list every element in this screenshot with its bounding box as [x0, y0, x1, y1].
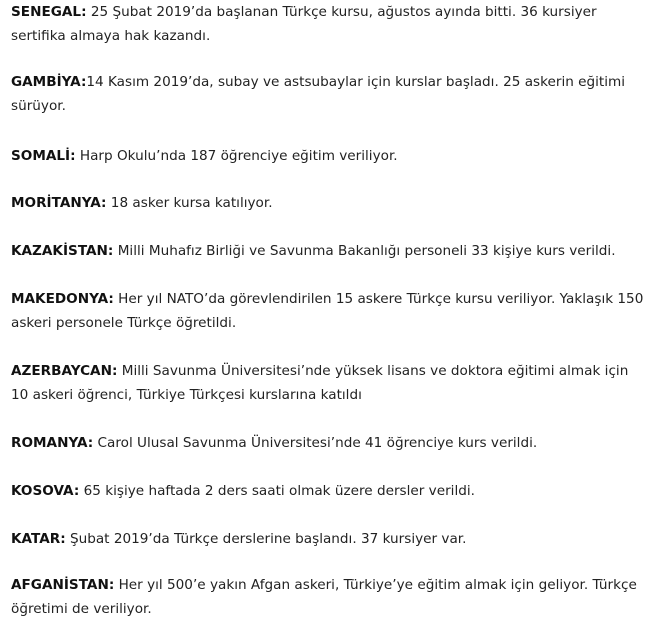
entry-romanya: [11, 431, 645, 455]
country-label: AZERBAYCAN:: [11, 363, 118, 379]
entry-text: Milli Muhafız Birliği ve Savunma Bakanlığı personeli 33 kişiye kurs verildi.: [113, 243, 616, 259]
country-label: KAZAKİSTAN:: [11, 243, 114, 259]
entry-text: Her yıl 500’e yakın Afgan askeri, Türkiye’ye eğitim almak için geliyor. Türkçe öğretimi de veriliyor.: [11, 577, 637, 617]
entry-text: Milli Savunma Üniversitesi’nde yüksek lisans ve doktora eğitimi almak için 10 askeri öğrenci, Türkiye Türkçesi kurslarına katıldı: [11, 363, 629, 403]
entry-moritanya: [11, 191, 645, 215]
entry-kazakistan: [11, 239, 645, 263]
entry-text: 18 asker kursa katılıyor.: [106, 195, 273, 211]
country-label: KATAR:: [11, 531, 66, 547]
country-label: MAKEDONYA:: [11, 291, 114, 307]
entry-gambiya: [11, 70, 645, 118]
country-label: SOMALİ:: [11, 148, 76, 164]
entry-kosova: [11, 479, 645, 503]
country-label: KOSOVA:: [11, 483, 80, 499]
entry-text: 25 Şubat 2019’da başlanan Türkçe kursu, ağustos ayında bitti. 36 kursiyer sertifika almaya hak kazandı.: [11, 4, 597, 44]
entry-senegal: [11, 0, 645, 48]
entry-text: Carol Ulusal Savunma Üniversitesi’nde 41 öğrenciye kurs verildi.: [93, 435, 538, 451]
entry-katar: [11, 527, 645, 551]
entry-text: Harp Okulu’nda 187 öğrenciye eğitim veriliyor.: [75, 148, 398, 164]
entry-text: Şubat 2019’da Türkçe derslerine başlandı. 37 kursiyer var.: [65, 531, 467, 547]
entry-somali: [11, 144, 645, 168]
entry-text: 65 kişiye haftada 2 ders saati olmak üzere dersler verildi.: [79, 483, 475, 499]
country-label: MORİTANYA:: [11, 195, 107, 211]
country-label: SENEGAL:: [11, 4, 87, 20]
country-label: AFGANİSTAN:: [11, 577, 115, 593]
country-label: GAMBİYA:: [11, 74, 87, 90]
entry-text: 14 Kasım 2019’da, subay ve astsubaylar için kurslar başladı. 25 askerin eğitimi sürüyor.: [11, 74, 626, 114]
entry-afganistan: [11, 573, 645, 621]
country-label: ROMANYA:: [11, 435, 94, 451]
entry-text: Her yıl NATO’da görevlendirilen 15 askere Türkçe kursu veriliyor. Yaklaşık 150 askeri personele Türkçe öğretildi.: [11, 291, 644, 331]
entry-azerbaycan: [11, 359, 645, 407]
entry-makedonya: [11, 287, 645, 335]
